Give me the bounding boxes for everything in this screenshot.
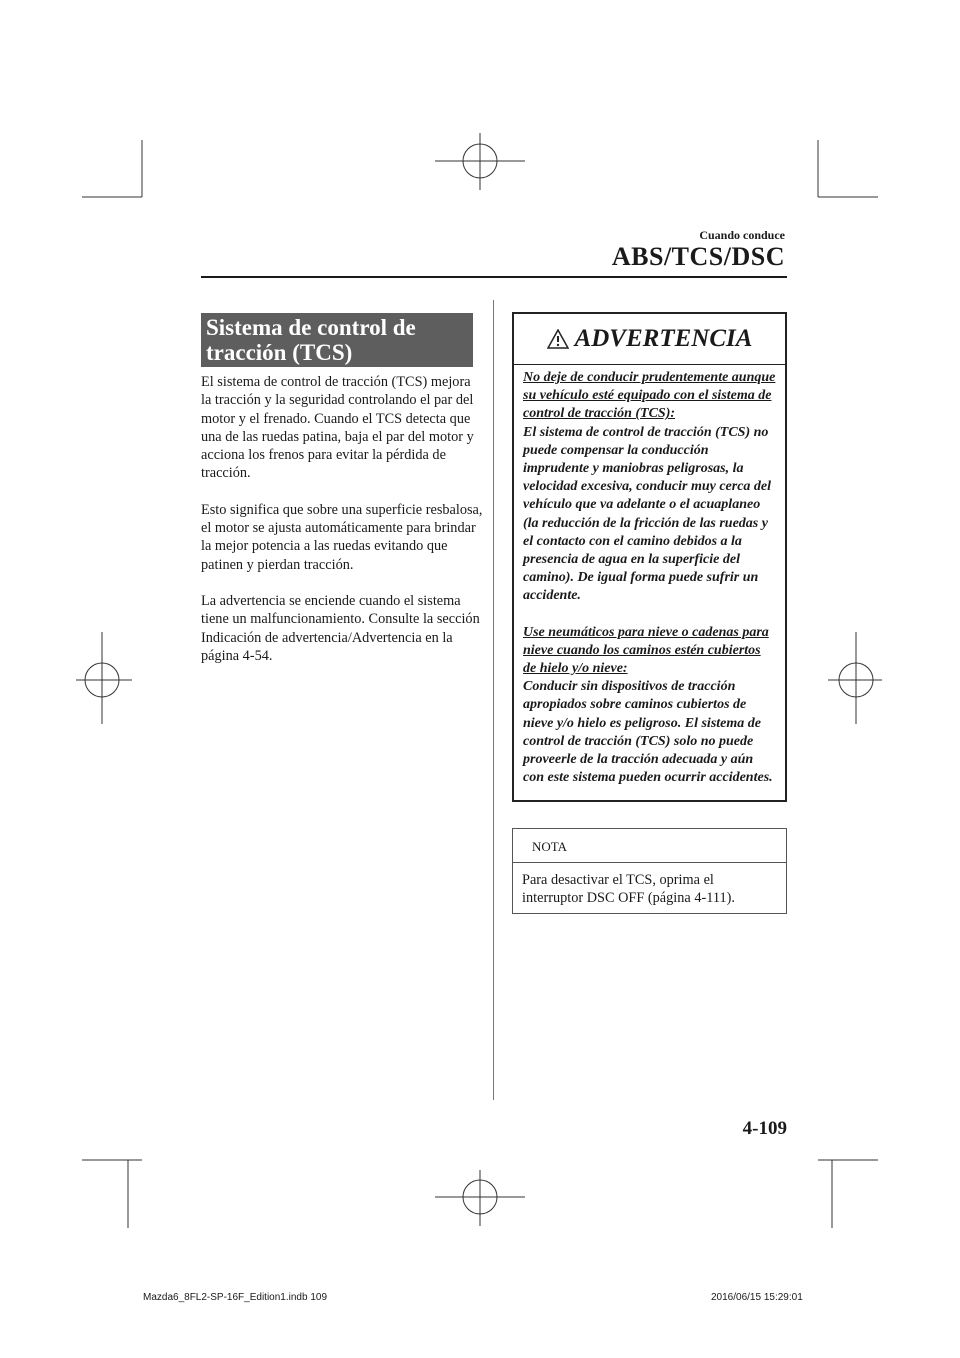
body-paragraph: Esto significa que sobre una superficie resbalosa, el motor se ajusta automáticamente para brindar la mejor potencia a las ruedas evitando que patinen y pierdan tracción. [201, 501, 483, 573]
footer-file-name: Mazda6_8FL2-SP-16F_Edition1.indb 109 [143, 1292, 328, 1303]
warning-box [512, 312, 787, 802]
warning-item-text: El sistema de control de tracción (TCS) no puede compensar la conducción imprudente y maniobras peligrosas, la velocidad excesiva, conducir muy cerca del vehículo que va adelante o el acuaplaneo (la reducción de la fricción de las ruedas y el contacto con el camino debidos a la presencia de agua en la superficie del camino). De igual forma puede sufrir un accidente. [523, 424, 772, 604]
section-heading-line-2: tracción (TCS) [206, 340, 353, 365]
warning-item-heading: No deje de conducir prudentemente aunque su vehículo esté equipado con el sistema de control de tracción (TCS): [523, 370, 776, 422]
note-text: Para desactivar el TCS, oprima el interruptor DSC OFF (página 4-111). [522, 872, 735, 907]
running-header-subtitle: Cuando conduce [699, 228, 785, 242]
body-text [201, 373, 483, 683]
warning-item [523, 624, 777, 788]
warning-title: ADVERTENCIA [574, 325, 753, 352]
warning-triangle-icon [547, 329, 569, 349]
warning-item-heading: Use neumáticos para nieve o cadenas para nieve cuando los caminos estén cubiertos de hielo y/o nieve: [523, 624, 769, 677]
running-header-title: ABS/TCS/DSC [611, 242, 785, 271]
warning-item-text: Conducir sin dispositivos de tracción apropiados sobre caminos cubiertos de nieve y/o hielo es peligroso. El sistema de control de tracción (TCS) solo no puede proveerle de la tracción adecuada y aún con este sistema pueden ocurrir accidentes. [523, 679, 773, 786]
note-box [512, 828, 787, 914]
section-heading-line-1: Sistema de control de [206, 315, 416, 340]
warning-item [523, 369, 777, 606]
footer-timestamp: 2016/06/15 15:29:01 [711, 1292, 803, 1303]
body-paragraph: La advertencia se enciende cuando el sistema tiene un malfuncionamiento. Consulte la sección Indicación de advertencia/Advertencia en la página 4-54. [201, 592, 480, 664]
header-rule [201, 276, 787, 278]
section-heading [201, 313, 473, 367]
column-divider [493, 300, 494, 1100]
body-paragraph: El sistema de control de tracción (TCS) mejora la tracción y la seguridad controlando el par del motor y el frenado. Cuando el TCS detecta que una de las ruedas patina, baja el par del motor y acciona los frenos para evitar la pérdida de tracción. [201, 374, 474, 482]
warning-body [514, 365, 785, 787]
warning-header [514, 314, 785, 365]
note-title: NOTA [513, 829, 786, 863]
page-number: 4-109 [742, 1118, 787, 1139]
